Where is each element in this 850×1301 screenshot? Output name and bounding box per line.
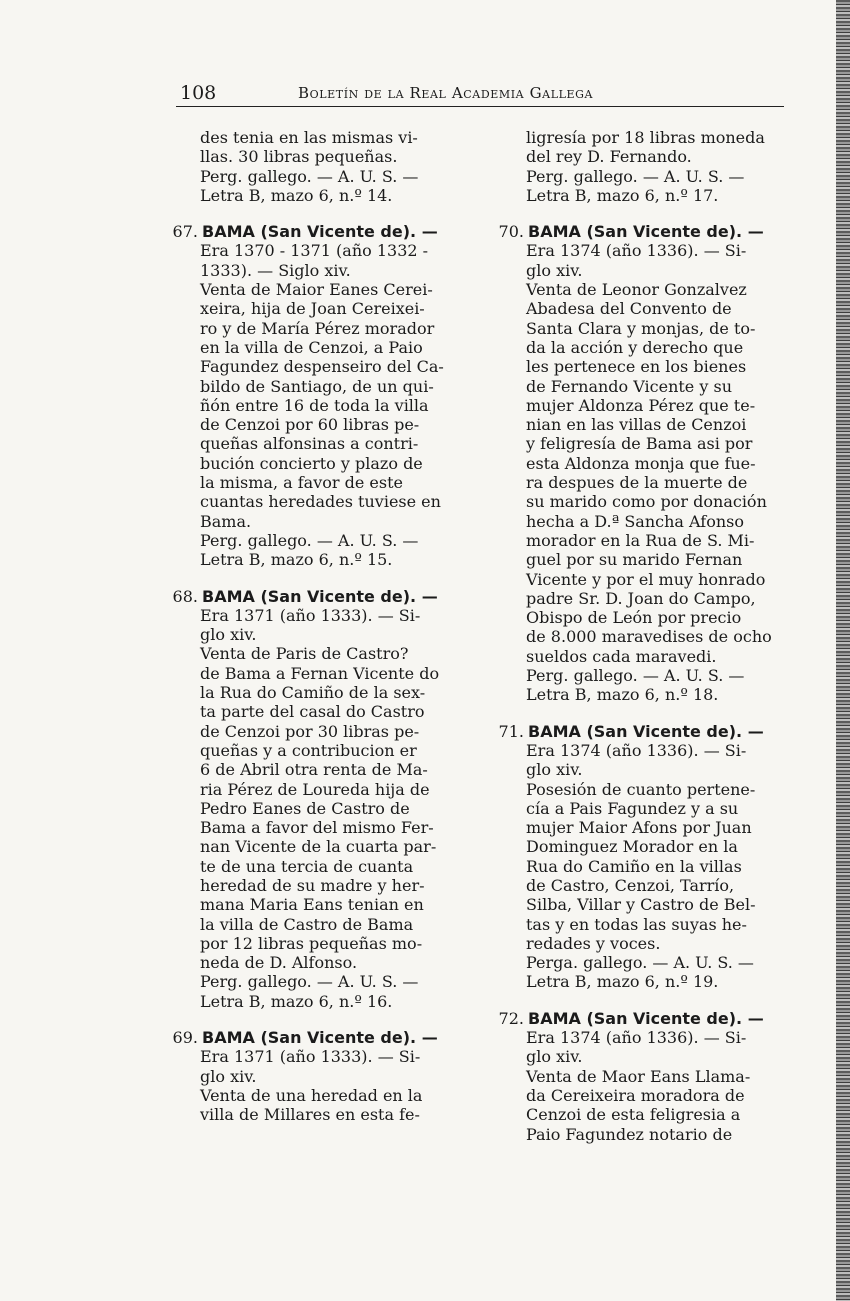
entry-line: Era 1374 (año 1336). — Si- [526, 740, 747, 760]
entry-line: mujer Aldonza Pérez que te- [526, 395, 756, 415]
entry-line: villa de Millares en esta fe- [200, 1105, 420, 1125]
entry-gap [160, 205, 465, 222]
entry-line: Perga. gallego. — A. U. S. — [526, 953, 754, 973]
entry-title: BAMA (San Vicente de). — [528, 1008, 764, 1028]
entry-line: Bama. [200, 511, 252, 531]
entry-line: la Rua do Camiño de la sex- [200, 683, 426, 703]
entry-line: 6 de Abril otra renta de Ma- [200, 760, 428, 780]
text-line: del rey D. Fernando. [526, 147, 692, 167]
entry-line: da Cereixeira moradora de [526, 1085, 745, 1105]
text-line: ligresía por 18 libras moneda [526, 128, 765, 147]
entry-heading [486, 722, 791, 741]
entry-number: 71. [498, 721, 524, 741]
entry-line: redades y voces. [526, 933, 661, 953]
running-header [176, 80, 784, 107]
text-line: des tenia en las mismas vi- [200, 128, 418, 147]
page-number: 108 [180, 82, 217, 104]
entry-number: 67. [172, 222, 198, 242]
journal-title: Boletín de la Real Academia Gallega [298, 84, 594, 102]
entry-line: Dominguez Morador en la [526, 837, 738, 857]
entry-line: cía a Pais Fagundez y a su [526, 798, 739, 818]
entry-line: Rua do Camiño en la villas [526, 856, 742, 876]
entry-line: Vicente y por el muy honrado [526, 569, 766, 589]
entry-title: BAMA (San Vicente de). — [528, 222, 764, 242]
entry-line: la misma, a favor de este [200, 473, 403, 493]
entry-line: la villa de Castro de Bama [200, 914, 414, 934]
entry-line: Bama a favor del mismo Fer- [200, 818, 434, 838]
entry-line: glo xiv. [200, 625, 257, 645]
right-column [486, 128, 791, 1144]
entry-gap [486, 992, 791, 1009]
entry-line: Venta de Leonor Gonzalvez [526, 280, 747, 300]
entry-heading [160, 1028, 465, 1047]
entry-title: BAMA (San Vicente de). — [202, 1028, 438, 1048]
entry-line: Letra B, mazo 6, n.º 18. [526, 685, 719, 705]
entry-heading [160, 222, 465, 241]
entry-line: neda de D. Alfonso. [200, 953, 358, 973]
entry-line: nian en las villas de Cenzoi [526, 415, 747, 435]
text-line: llas. 30 libras pequeñas. [200, 147, 398, 167]
entry-line: en la villa de Cenzoi, a Paio [200, 337, 423, 357]
entry-line: sueldos cada maravedi. [526, 646, 717, 666]
entry-line: ra despues de la muerte de [526, 473, 748, 493]
entry-line: Perg. gallego. — A. U. S. — [526, 666, 745, 686]
entry-line: y feligresía de Bama asi por [526, 434, 753, 454]
entry-line: Venta de una heredad en la [200, 1085, 423, 1105]
entry-line: de Bama a Fernan Vicente do [200, 663, 440, 683]
entry-line: hecha a D.ª Sancha Afonso [526, 511, 744, 531]
entry-line: xeira, hija de Joan Cereixei- [200, 299, 425, 319]
entry-line: de Fernando Vicente y su [526, 376, 732, 396]
entry-line: glo xiv. [526, 260, 583, 280]
entry-line: glo xiv. [526, 760, 583, 780]
entry-line: Letra B, mazo 6, n.º 15. [200, 550, 393, 570]
entry-heading [486, 1009, 791, 1028]
entry-line: Era 1374 (año 1336). — Si- [526, 1028, 747, 1048]
entry-line: les pertenece en los bienes [526, 357, 747, 377]
entry-line: ñón entre 16 de toda la villa [200, 395, 429, 415]
text-line: Perg. gallego. — A. U. S. — [526, 166, 745, 186]
entry-line: queñas y a contribucion er [200, 740, 417, 760]
entry-heading [486, 222, 791, 241]
entry-line: ro y de María Pérez morador [200, 318, 435, 338]
entry-number: 69. [172, 1028, 198, 1048]
entry-line: ta parte del casal do Castro [200, 702, 425, 722]
entry-title: BAMA (San Vicente de). — [202, 586, 438, 606]
entry-line: Posesión de cuanto pertene- [526, 779, 756, 799]
entry-line: Venta de Paris de Castro? [200, 644, 409, 664]
entry-line: Era 1371 (año 1333). — Si- [200, 1047, 421, 1067]
entry-line: Era 1370 - 1371 (año 1332 - [200, 241, 429, 261]
entry-line: 1333). — Siglo xiv. [200, 260, 351, 280]
entry-line: su marido como por donación [526, 492, 767, 512]
entry-number: 70. [498, 222, 524, 242]
entry-line: padre Sr. D. Joan do Campo, [526, 588, 756, 608]
entry-line: morador en la Rua de S. Mi- [526, 530, 755, 550]
page-edge [836, 0, 850, 1301]
entry-line: da la acción y derecho que [526, 337, 744, 357]
entry-title: BAMA (San Vicente de). — [202, 222, 438, 242]
entry-line: Fagundez despenseiro del Ca- [200, 357, 444, 377]
entry-line: te de una tercia de cuanta [200, 856, 414, 876]
text-line: Letra B, mazo 6, n.º 14. [200, 185, 393, 205]
entry-line: bildo de Santiago, de un qui- [200, 376, 434, 396]
entry-line: queñas alfonsinas a contri- [200, 434, 419, 454]
entry-line: por 12 libras pequeñas mo- [200, 933, 423, 953]
entry-line: mujer Maior Afons por Juan [526, 818, 752, 838]
entry-line: guel por su marido Fernan [526, 550, 743, 570]
entry-line: Venta de Maior Eanes Cerei- [200, 280, 433, 300]
entry-line: ria Pérez de Loureda hija de [200, 779, 430, 799]
entry-gap [160, 570, 465, 587]
entry-line: Era 1374 (año 1336). — Si- [526, 241, 747, 261]
entry-heading [160, 587, 465, 606]
entry-line: Letra B, mazo 6, n.º 19. [526, 972, 719, 992]
entry-line: cuantas heredades tuviese en [200, 492, 441, 512]
entry-line: heredad de su madre y her- [200, 875, 425, 895]
entry-line: Pedro Eanes de Castro de [200, 798, 410, 818]
entry-title: BAMA (San Vicente de). — [528, 721, 764, 741]
entry-line: mana Maria Eans tenian en [200, 895, 424, 915]
entry-gap [486, 705, 791, 722]
entry-line: Cenzoi de esta feligresia a [526, 1105, 741, 1125]
entry-line: de Cenzoi por 60 libras pe- [200, 415, 420, 435]
entry-number: 72. [498, 1008, 524, 1028]
entry-line: tas y en todas las suyas he- [526, 914, 747, 934]
entry-gap [486, 205, 791, 222]
entry-line: de Cenzoi por 30 libras pe- [200, 721, 420, 741]
entry-line: Santa Clara y monjas, de to- [526, 318, 756, 338]
entry-line: esta Aldonza monja que fue- [526, 453, 756, 473]
entry-line: nan Vicente de la cuarta par- [200, 837, 437, 857]
entry-line: de Castro, Cenzoi, Tarrío, [526, 875, 735, 895]
entry-line: Obispo de León por precio [526, 608, 742, 628]
left-column [160, 128, 465, 1125]
entry-line: Perg. gallego. — A. U. S. — [200, 972, 419, 992]
entry-line: de 8.000 maravedises de ocho [526, 627, 772, 647]
entry-line: bución concierto y plazo de [200, 453, 423, 473]
entry-line: Era 1371 (año 1333). — Si- [200, 605, 421, 625]
entry-line: glo xiv. [200, 1066, 257, 1086]
entry-line: Silba, Villar y Castro de Bel- [526, 895, 756, 915]
text-line: Letra B, mazo 6, n.º 17. [526, 185, 719, 205]
entry-line: Venta de Maor Eans Llama- [526, 1066, 751, 1086]
entry-number: 68. [172, 586, 198, 606]
entry-line: Abadesa del Convento de [526, 299, 732, 319]
entry-gap [160, 1011, 465, 1028]
text-line: Perg. gallego. — A. U. S. — [200, 166, 419, 186]
entry-line: glo xiv. [526, 1047, 583, 1067]
entry-line: Perg. gallego. — A. U. S. — [200, 530, 419, 550]
entry-line: Paio Fagundez notario de [526, 1124, 733, 1144]
entry-line: Letra B, mazo 6, n.º 16. [200, 991, 393, 1011]
